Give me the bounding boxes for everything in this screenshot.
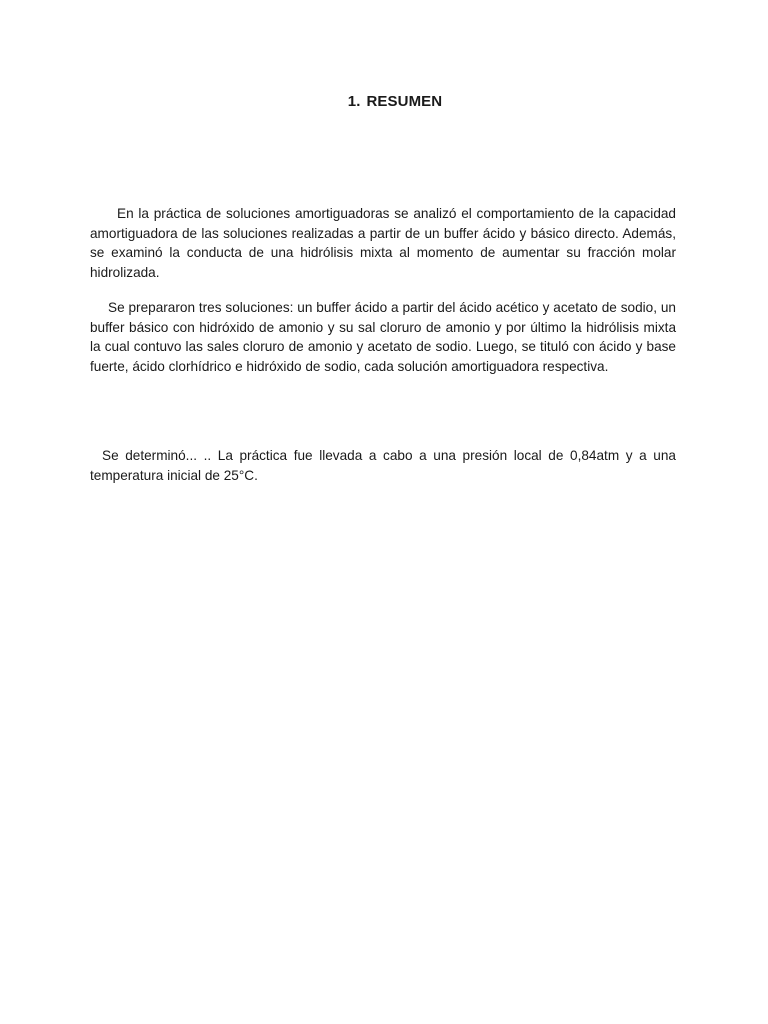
section-title: RESUMEN (366, 93, 443, 110)
summary-paragraph-1 (90, 204, 676, 282)
summary-paragraph-2 (90, 298, 676, 376)
paragraph-text: En la práctica de soluciones amortiguadoras se analizó el comportamiento de la capacidad amortiguadora de las soluciones realizadas a partir de un buffer ácido y básico directo. Además, se examinó la conducta de una hidrólisis mixta al momento de aumentar su fracción molar hidrolizada. (90, 206, 676, 280)
section-heading (0, 93, 768, 110)
paragraph-text: Se determinó... .. La práctica fue llevada a cabo a una presión local de 0,84atm y a una temperatura inicial de 25°C. (90, 448, 676, 483)
section-number: 1. (347, 93, 361, 110)
summary-paragraph-3 (90, 446, 676, 485)
paragraph-text: Se prepararon tres soluciones: un buffer ácido a partir del ácido acético y acetato de sodio, un buffer básico con hidróxido de amonio y su sal cloruro de amonio y por último la hidrólisis mixta la cual contuvo las sales cloruro de amonio y acetato de sodio. Luego, se tituló con ácido y base fuerte, ácido clorhídrico e hidróxido de sodio, cada solución amortiguadora respectiva. (90, 300, 676, 374)
